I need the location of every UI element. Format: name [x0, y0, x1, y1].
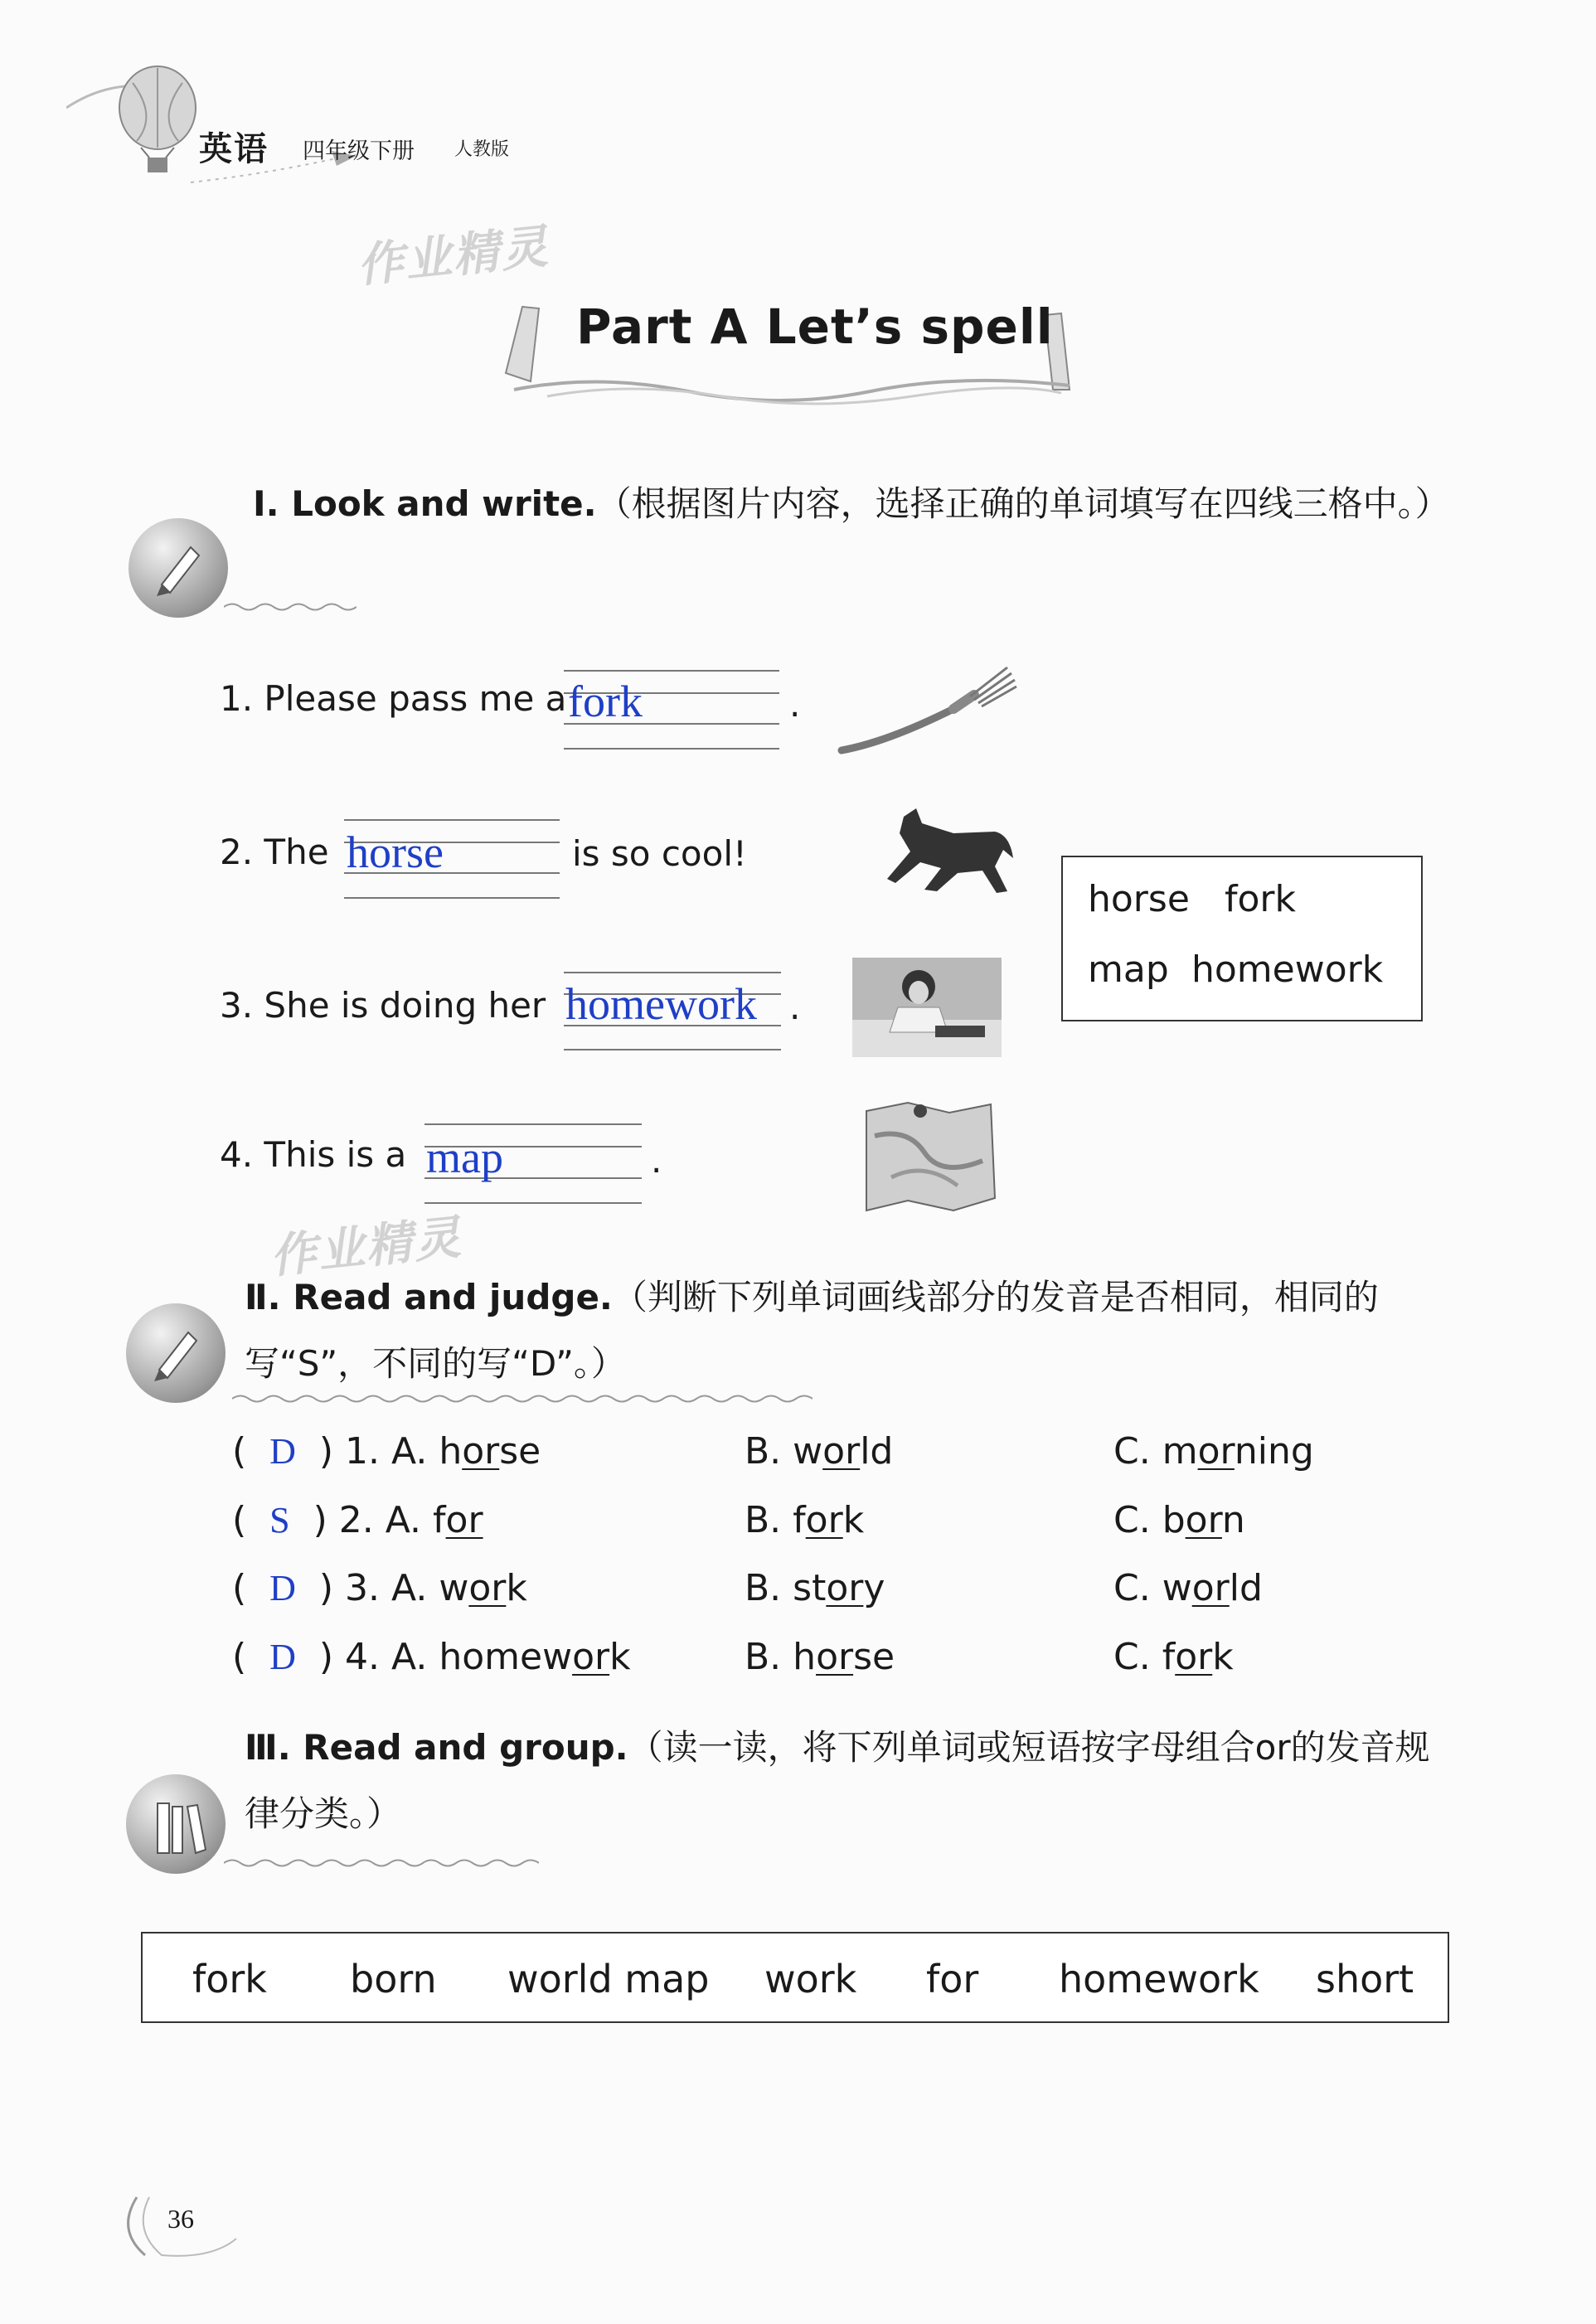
question-1-end: .	[789, 684, 801, 725]
horse-picture	[871, 800, 1016, 900]
group-word: born	[350, 1957, 437, 2001]
wavy-underline	[224, 601, 357, 613]
judge-option-c: C. morning	[1113, 1430, 1314, 1473]
question-3-text: 3. She is doing her	[220, 985, 546, 1026]
judge-option-b: B. fork	[745, 1499, 865, 1541]
question-4-end: .	[651, 1140, 662, 1181]
watermark: 作业精灵	[267, 1211, 465, 1284]
word-box-item: homework	[1191, 949, 1384, 991]
judge-option-b: B. horse	[745, 1636, 895, 1678]
judge-option-c: C. born	[1113, 1499, 1245, 1541]
judge-row: ( S ) 2. A. for	[232, 1499, 483, 1541]
judge-row: ( D ) 3. A. work	[232, 1567, 527, 1609]
map-picture	[858, 1094, 999, 1219]
fork-picture	[837, 663, 1020, 759]
group-word-box	[141, 1932, 1449, 2023]
group-word: fork	[192, 1957, 267, 2001]
judge-answer: D	[269, 1431, 296, 1472]
answer-2: horse	[347, 827, 444, 877]
edition-label: 人教版	[454, 139, 510, 160]
judge-row: ( D ) 1. A. horse	[232, 1430, 541, 1473]
pencil-glyph	[145, 535, 211, 601]
section2-heading: Ⅱ. Read and judge.（判断下列单词画线部分的发音是否相同，相同的写“S”，不同的写“D”。）	[245, 1277, 1379, 1384]
answer-1: fork	[568, 677, 643, 726]
pencil-glyph	[143, 1320, 209, 1386]
girl-doing-homework-picture	[852, 958, 1002, 1057]
group-word: homework	[1059, 1957, 1259, 2001]
group-word: short	[1316, 1957, 1414, 2001]
answer-3: homework	[565, 979, 757, 1029]
question-1-text: 1. Please pass me a	[220, 678, 567, 719]
wavy-underline	[224, 1857, 539, 1869]
group-word: world map	[507, 1957, 710, 2001]
judge-answer: D	[269, 1568, 296, 1608]
section3-heading: Ⅲ. Read and group.（读一读，将下列单词或短语按字母组合or的发音规律分类。）	[245, 1727, 1430, 1834]
group-word: work	[764, 1957, 857, 2001]
word-box-item: horse	[1088, 878, 1190, 920]
answer-4: map	[426, 1133, 503, 1182]
question-3-end: .	[789, 987, 801, 1027]
page-number: 36	[167, 2204, 194, 2234]
word-box-item: map	[1088, 949, 1169, 991]
question-4-text: 4. This is a	[220, 1134, 407, 1175]
judge-answer: S	[269, 1500, 290, 1540]
books-glyph	[151, 1795, 209, 1861]
judge-row: ( D ) 4. A. homework	[232, 1636, 631, 1678]
group-word: for	[926, 1957, 979, 2001]
judge-option-c: C. fork	[1113, 1636, 1234, 1678]
judge-option-b: B. story	[745, 1567, 885, 1609]
grade-label: 四年级下册	[303, 138, 415, 164]
judge-option-c: C. world	[1113, 1567, 1263, 1609]
judge-answer: D	[269, 1637, 296, 1677]
subject-label: 英语	[199, 130, 269, 168]
section1-heading: Ⅰ. Look and write.（根据图片内容，选择正确的单词填写在四线三格中。）	[253, 483, 1450, 524]
judge-option-b: B. world	[745, 1430, 894, 1473]
page-title: Part A Let’s spell	[576, 298, 1054, 355]
word-box	[1061, 856, 1423, 1021]
question-2-end: is so cool!	[572, 833, 747, 874]
watermark: 作业精灵	[354, 220, 552, 294]
word-box-item: fork	[1225, 878, 1296, 920]
question-2-text: 2. The	[220, 832, 329, 872]
